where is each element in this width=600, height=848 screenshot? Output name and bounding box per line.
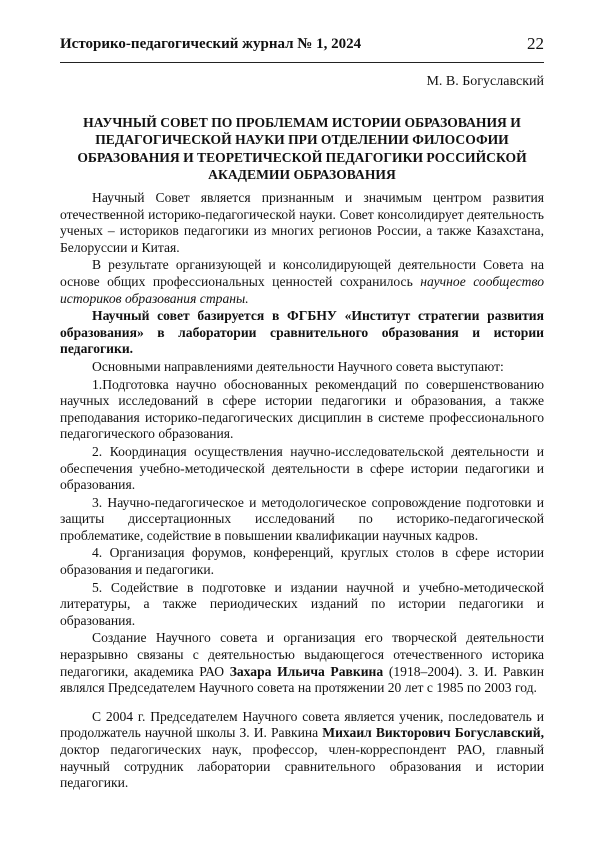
journal-title: Историко-педагогический журнал № 1, 2024: [60, 36, 361, 53]
italic-phrase: научное сообщество историков образования страны.: [60, 274, 544, 306]
page-header: [60, 34, 544, 60]
header-divider: [60, 62, 544, 63]
list-item: 5. Содействие в подготовке и издании научной и учебно-методической литературы, а также периодических изданий по истории педагогики и образования.: [60, 580, 544, 630]
paragraph-text: (1918–2004). З. И. Равкин являлся Председателем Научного совета на протяжении 20 лет с 1985 по 2003 год.: [60, 664, 544, 696]
list-item: 1.Подготовка научно обоснованных рекомендаций по совершенствованию научных исследований в сфере истории педагогики и образования, а также преподавания историко-педагогических дисциплин в системе профессионального педагогического образования.: [60, 377, 544, 443]
paragraph: [60, 630, 544, 696]
article-body: [60, 190, 544, 792]
paragraph-bold: Научный совет базируется в ФГБНУ «Институт стратегии развития образования» в лаборатории сравнительного образования и истории педагогики.: [60, 308, 544, 358]
paragraph: Научный Совет является признанным и значимым центром развития отечественной историко-педагогической науки. Совет консолидирует деятельность ученых – историков педагогики из многих регионов России, а также Казахстана, Белоруссии и Китая.: [60, 190, 544, 256]
paragraph-text: В результате организующей и консолидирующей деятельности Совета на основе общих профессиональных ценностей сохранилось: [60, 257, 544, 289]
list-item: 2. Координация осуществления научно-исследовательской деятельности и обеспечения учебно-методической деятельности в сфере истории педагогики и образования.: [60, 444, 544, 494]
author-name: М. В. Богуславский: [426, 74, 544, 90]
list-item: 4. Организация форумов, конференций, круглых столов в сфере истории образования и педагогики.: [60, 545, 544, 578]
paragraph: [60, 709, 544, 792]
page-number: 22: [527, 34, 544, 54]
paragraph-text: доктор педагогических наук, профессор, член-корреспондент РАО, главный научный сотрудник лаборатории сравнительного образования и истории педагогики.: [60, 742, 544, 790]
article-title: НАУЧНЫЙ СОВЕТ ПО ПРОБЛЕМАМ ИСТОРИИ ОБРАЗОВАНИЯ И ПЕДАГОГИЧЕСКОЙ НАУКИ ПРИ ОТДЕЛЕНИИ ФИЛОСОФИИ ОБРАЗОВАНИЯ И ТЕОРЕТИЧЕСКОЙ ПЕДАГОГИКИ РОССИЙСКОЙ АКАДЕМИИ ОБРАЗОВАНИЯ: [60, 114, 544, 184]
paragraph: Основными направлениями деятельности Научного совета выступают:: [60, 359, 544, 376]
bold-name: Захара Ильича Равкина: [230, 664, 383, 679]
paragraph-text: Создание Научного совета и организация его творческой деятельности неразрывно связаны с деятельностью выдающегося отечественного историка педагогики, академика РАО: [60, 630, 544, 678]
list-item: 3. Научно-педагогическое и методологическое сопровождение подготовки и защиты диссертационных исследований по историко-педагогической проблематике, содействие в повышении квалификации научных кадров.: [60, 495, 544, 545]
paragraph: [60, 257, 544, 307]
paragraph-text: С 2004 г. Председателем Научного совета является ученик, последователь и продолжатель научной школы З. И. Равкина: [60, 709, 544, 741]
bold-name: Михаил Викторович Богуславский,: [322, 725, 544, 740]
